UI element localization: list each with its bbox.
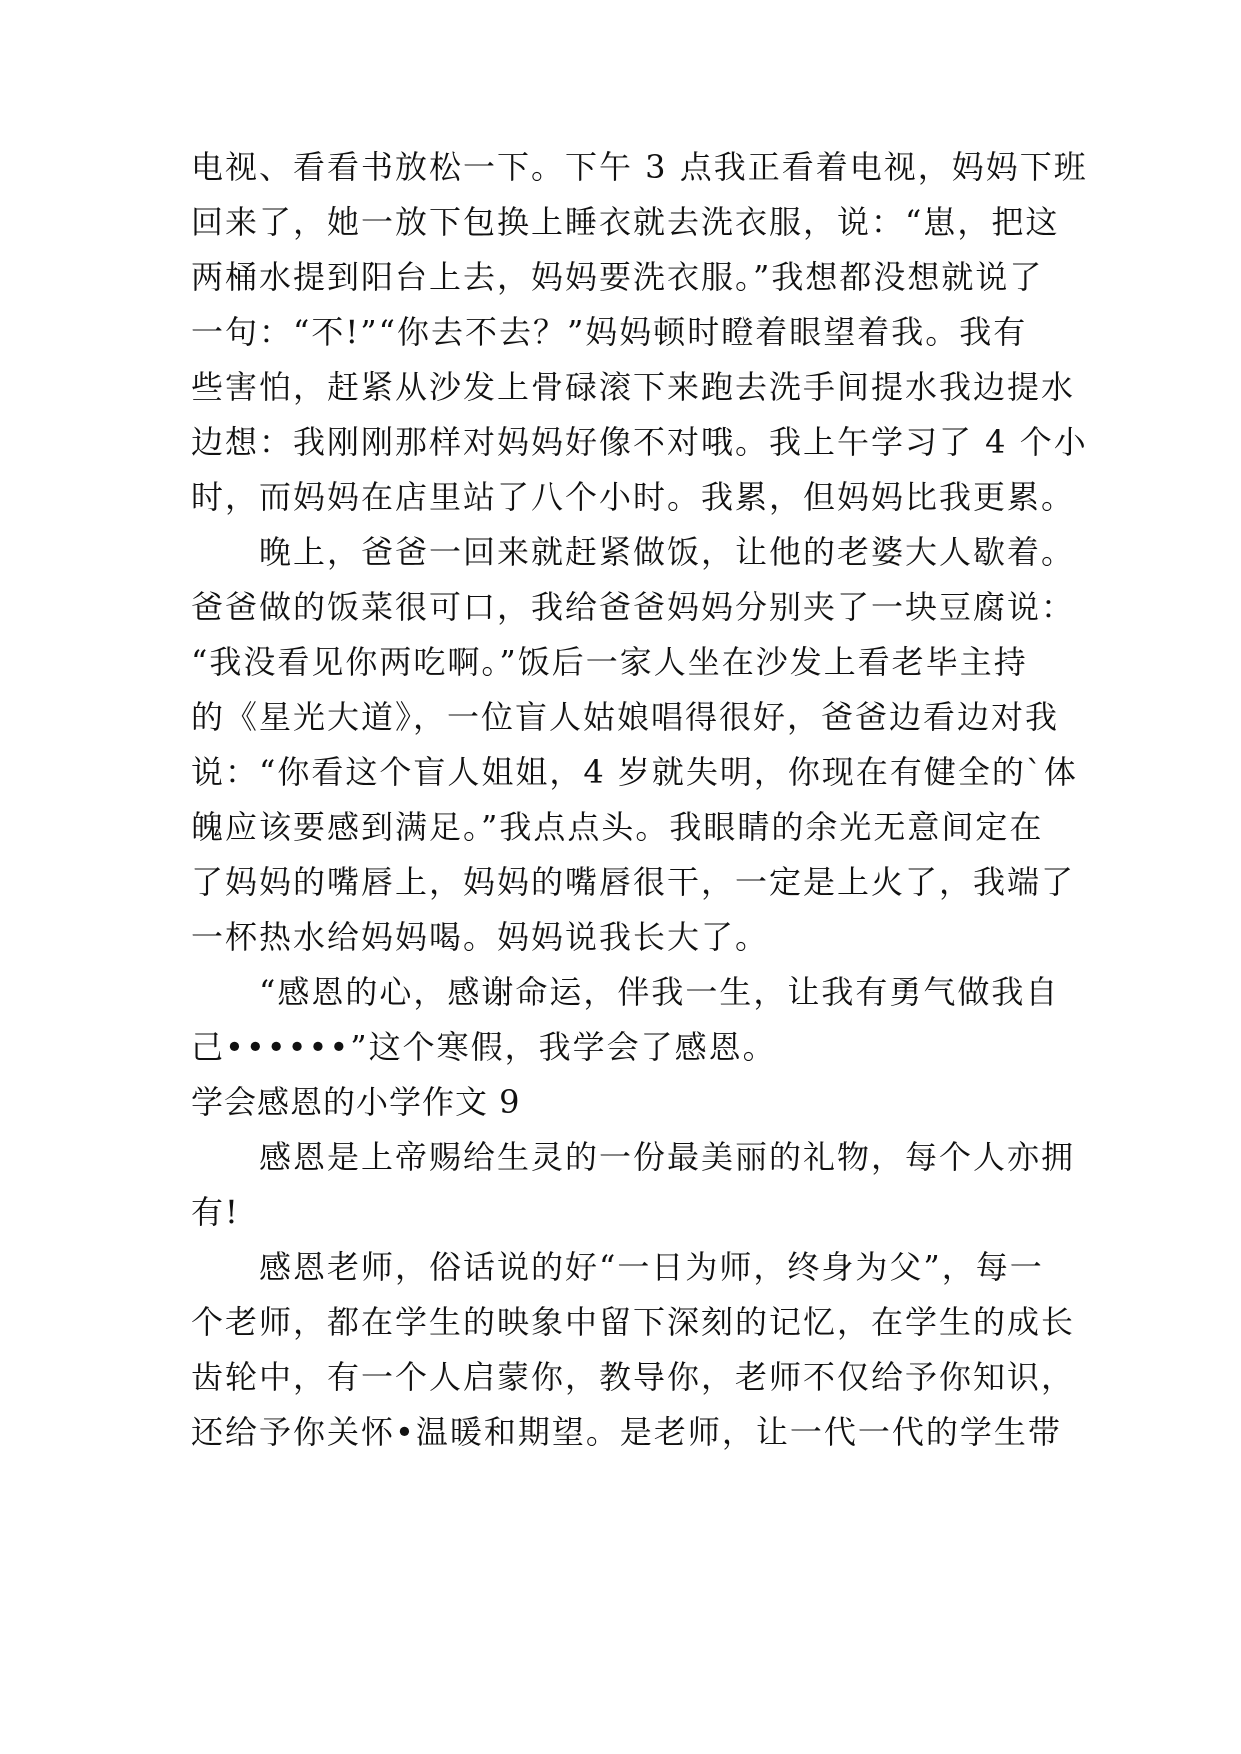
text-line: 时，而妈妈在店里站了八个小时。我累，但妈妈比我更累。: [191, 478, 1076, 516]
text-line: 晚上，爸爸一回来就赶紧做饭，让他的老婆大人歇着。: [191, 533, 1076, 571]
text-line: 的《星光大道》，一位盲人姑娘唱得很好，爸爸边看边对我: [191, 698, 1060, 736]
text-line: 些害怕，赶紧从沙发上骨碌滚下来跑去洗手间提水我边提水: [191, 368, 1076, 406]
text-line: 还给予你关怀•温暖和期望。是老师，让一代一代的学生带: [191, 1413, 1062, 1451]
text-line: 边想：我刚刚那样对妈妈好像不对哦。我上午学习了 4 个小: [191, 423, 1088, 461]
text-line: “我没看见你两吃啊。”饭后一家人坐在沙发上看老毕主持: [191, 643, 1028, 681]
text-line: 电视、看看书放松一下。下午 3 点我正看着电视，妈妈下班: [191, 148, 1088, 186]
text-line: 爸爸做的饭菜很可口，我给爸爸妈妈分别夹了一块豆腐说：: [191, 588, 1076, 626]
text-line: 一句：“不!”“你去不去？”妈妈顿时瞪着眼望着我。我有: [191, 313, 1028, 351]
text-line: 己••••••”这个寒假，我学会了感恩。: [191, 1028, 777, 1066]
text-line: 魄应该要感到满足。”我点点头。我眼睛的余光无意间定在: [191, 808, 1044, 846]
text-line: 感恩老师，俗话说的好“一日为师，终身为父”，每一: [191, 1248, 1044, 1286]
text-line: 一杯热水给妈妈喝。妈妈说我长大了。: [191, 918, 770, 956]
text-line: 回来了，她一放下包换上睡衣就去洗衣服，说：“崽，把这: [191, 203, 1060, 241]
text-line: 了妈妈的嘴唇上，妈妈的嘴唇很干，一定是上火了，我端了: [191, 863, 1076, 901]
text-line: 有!: [191, 1193, 240, 1231]
section-heading: 学会感恩的小学作文 9: [191, 1083, 521, 1121]
text-line: “感恩的心，感谢命运，伴我一生，让我有勇气做我自: [191, 973, 1060, 1011]
text-line: 个老师，都在学生的映象中留下深刻的记忆，在学生的成长: [191, 1303, 1076, 1341]
text-line: 两桶水提到阳台上去，妈妈要洗衣服。”我想都没想就说了: [191, 258, 1044, 296]
text-line: 感恩是上帝赐给生灵的一份最美丽的礼物，每个人亦拥: [191, 1138, 1076, 1176]
text-line: 说：“你看这个盲人姐姐，4 岁就失明，你现在有健全的`体: [191, 753, 1078, 791]
text-line: 齿轮中，有一个人启蒙你，教导你，老师不仅给予你知识，: [191, 1358, 1076, 1396]
